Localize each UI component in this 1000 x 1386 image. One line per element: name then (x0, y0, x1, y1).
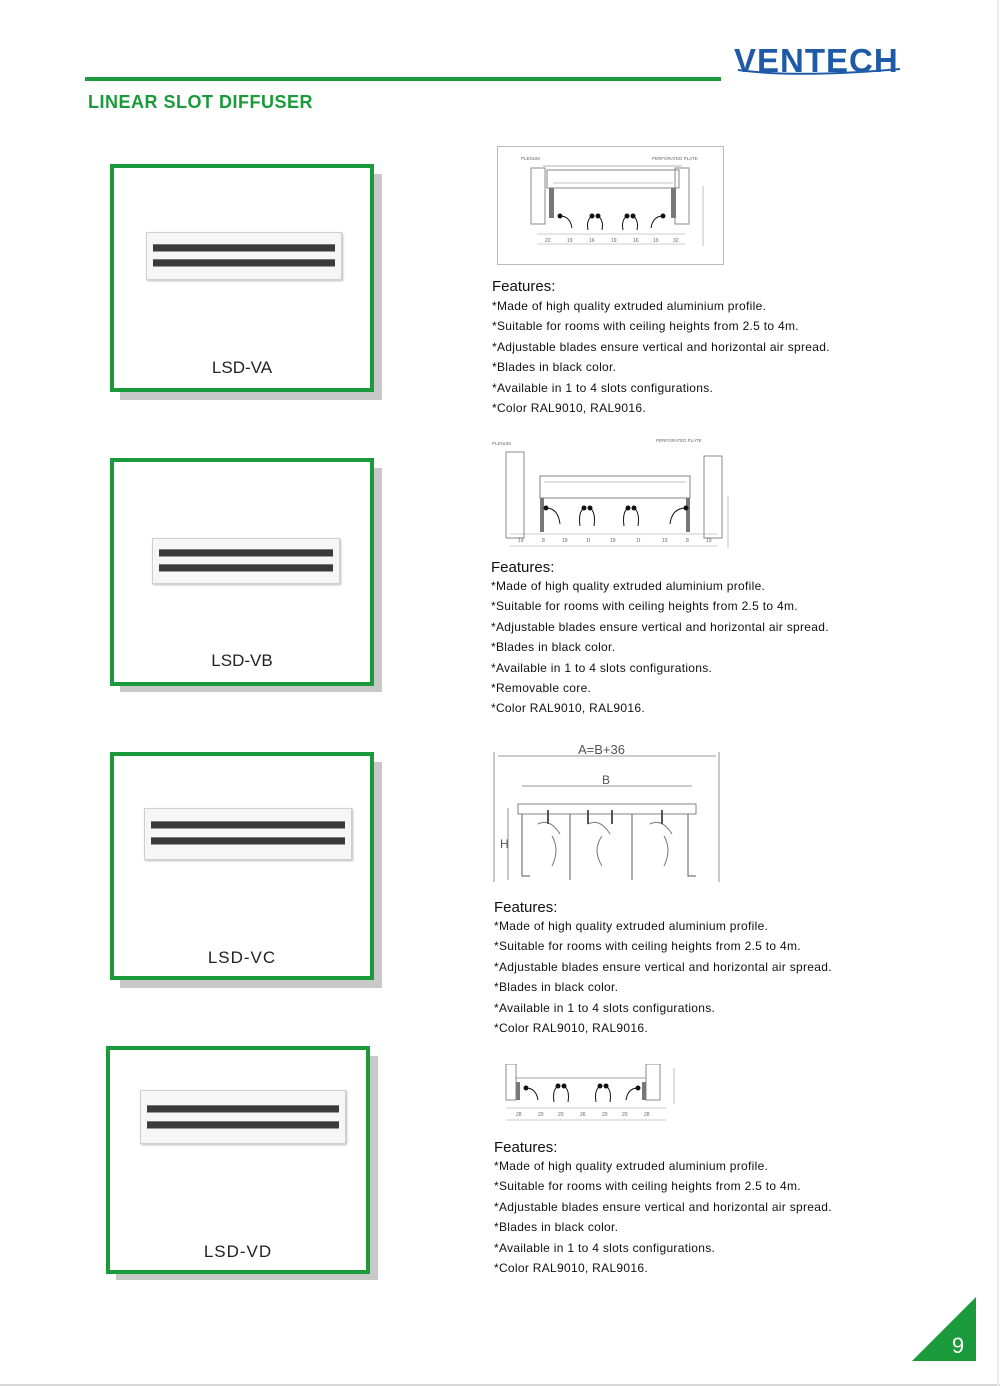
product-card-lsd-vc (110, 752, 374, 980)
page-number: 9 (951, 1333, 965, 1358)
slot-bar (147, 1121, 339, 1129)
model-label: LSD-VD (203, 1242, 273, 1261)
feature-item: *Blades in black color. (491, 640, 616, 655)
feature-item: *Available in 1 to 4 slots configurations. (492, 380, 714, 395)
section-drawing-lsd-vd (496, 1064, 692, 1128)
svg-text:16: 16 (589, 238, 595, 244)
svg-text:19: 19 (662, 538, 668, 544)
diffuser-photo (152, 538, 340, 584)
slot-bar (159, 564, 333, 572)
feature-item: *Color RAL9010, RAL9016. (494, 1260, 648, 1275)
svg-text:20: 20 (538, 1112, 544, 1118)
dim-a-label: A=B+36 (578, 742, 625, 757)
feature-item: *Suitable for rooms with ceiling heights from 2.5 to 4m. (491, 599, 798, 614)
feature-item: *Made of high quality extruded aluminium profile. (492, 299, 767, 313)
svg-text:26: 26 (580, 1112, 586, 1118)
slot-bar (153, 259, 335, 267)
section-drawing-lsd-vb (490, 436, 735, 556)
model-label: LSD-VB (211, 651, 273, 670)
feature-item: *Available in 1 to 4 slots configurations. (494, 1240, 716, 1255)
model-label: LSD-VA (211, 358, 273, 377)
svg-text:19: 19 (610, 538, 616, 544)
feature-item: *Available in 1 to 4 slots configurations. (491, 660, 713, 675)
features-heading: Features: (492, 278, 556, 295)
feature-list-lsd-vb (491, 576, 829, 719)
diffuser-photo (144, 808, 352, 860)
svg-text:1f: 1f (586, 538, 591, 544)
feature-item: *Blades in black color. (494, 980, 619, 995)
dim-h-label: H (500, 837, 509, 851)
feature-list-lsd-vc (494, 916, 832, 1038)
features-heading: Features: (494, 899, 558, 916)
svg-text:8: 8 (542, 538, 545, 544)
svg-text:16: 16 (633, 238, 639, 244)
feature-list-lsd-vd (494, 1156, 832, 1278)
product-card-lsd-va (110, 164, 374, 392)
section-drawing-lsd-vc (492, 740, 724, 890)
model-label: LSD-VC (207, 948, 277, 967)
feature-item: *Adjustable blades ensure vertical and horizontal air spread. (494, 959, 832, 974)
feature-item: *Color RAL9010, RAL9016. (492, 400, 646, 415)
svg-text:19: 19 (518, 538, 524, 544)
feature-item: *Adjustable blades ensure vertical and horizontal air spread. (494, 1199, 832, 1214)
svg-text:22: 22 (545, 238, 551, 244)
features-heading: Features: (494, 1139, 558, 1156)
plate-label: PERFORATED PLATE (656, 438, 702, 443)
svg-text:19: 19 (706, 538, 712, 544)
feature-item: *Blades in black color. (492, 360, 617, 375)
features-heading: Features: (491, 559, 555, 576)
svg-text:20: 20 (602, 1112, 608, 1118)
svg-text:32: 32 (673, 238, 679, 244)
feature-item: *Removable core. (491, 680, 592, 695)
product-card-lsd-vd (106, 1046, 370, 1274)
slot-bar (159, 549, 333, 557)
slot-bar (147, 1105, 339, 1113)
page-edge (997, 0, 999, 1386)
svg-text:28: 28 (516, 1112, 522, 1118)
svg-text:8: 8 (686, 538, 689, 544)
feature-item: *Suitable for rooms with ceiling heights from 2.5 to 4m. (492, 319, 799, 334)
feature-list-lsd-va (492, 296, 830, 418)
svg-text:20: 20 (558, 1112, 564, 1118)
svg-text:19: 19 (653, 238, 659, 244)
brand-logo: VENTECH (734, 42, 899, 79)
feature-item: *Suitable for rooms with ceiling heights from 2.5 to 4m. (494, 939, 801, 954)
feature-item: *Made of high quality extruded aluminium profile. (494, 1159, 769, 1173)
slot-bar (153, 244, 335, 252)
slot-bar (151, 837, 345, 845)
svg-text:19: 19 (562, 538, 568, 544)
section-title: LINEAR SLOT DIFFUSER (88, 92, 313, 112)
svg-text:28: 28 (644, 1112, 650, 1118)
plenum-label: PLENUM (492, 441, 511, 446)
feature-item: *Adjustable blades ensure vertical and horizontal air spread. (492, 339, 830, 354)
diffuser-photo (140, 1090, 346, 1144)
feature-item: *Suitable for rooms with ceiling heights from 2.5 to 4m. (494, 1179, 801, 1194)
product-card-lsd-vb (110, 458, 374, 686)
svg-text:1f: 1f (636, 538, 641, 544)
feature-item: *Available in 1 to 4 slots configurations. (494, 1000, 716, 1015)
svg-text:19: 19 (567, 238, 573, 244)
section-drawing-lsd-va (497, 146, 724, 265)
plate-label: PERFORATED PLATE (652, 156, 698, 161)
feature-item: *Made of high quality extruded aluminium profile. (494, 919, 769, 933)
svg-text:20: 20 (622, 1112, 628, 1118)
feature-item: *Blades in black color. (494, 1220, 619, 1235)
feature-item: *Made of high quality extruded aluminium profile. (491, 579, 766, 593)
svg-text:19: 19 (611, 238, 617, 244)
header-rule (85, 77, 721, 81)
feature-item: *Color RAL9010, RAL9016. (494, 1020, 648, 1035)
brand-swoosh-icon (736, 66, 902, 78)
slot-bar (151, 821, 345, 829)
feature-item: *Adjustable blades ensure vertical and horizontal air spread. (491, 619, 829, 634)
diffuser-photo (146, 232, 342, 280)
dim-b-label: B (602, 773, 611, 787)
feature-item: *Color RAL9010, RAL9016. (491, 701, 645, 716)
plenum-label: PLENUM (521, 156, 540, 161)
